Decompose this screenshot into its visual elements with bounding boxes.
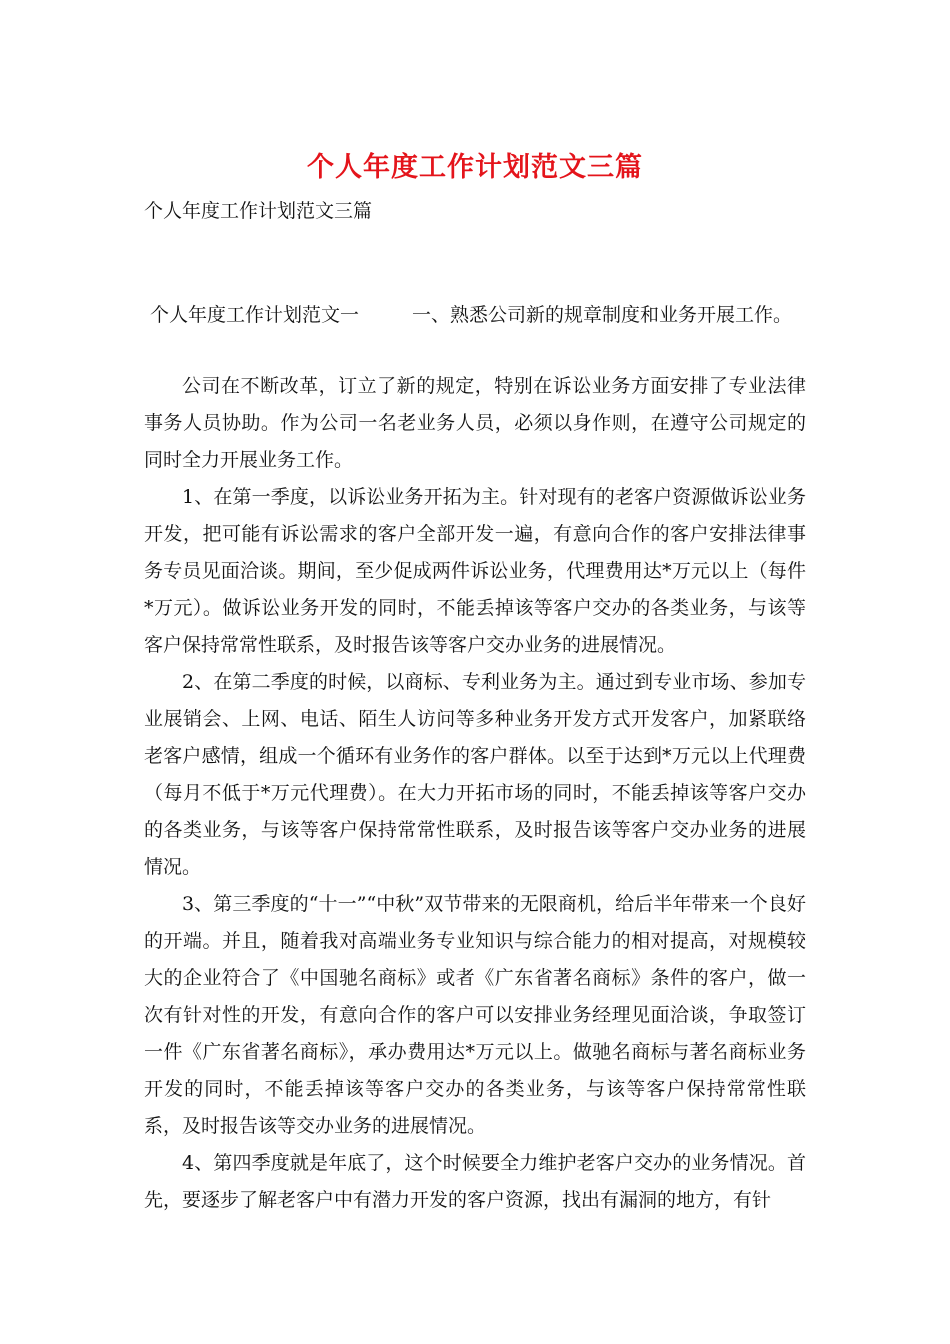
paragraph: 1、在第一季度，以诉讼业务开拓为主。针对现有的老客户资源做诉讼业务开发，把可能有诉讼需求的客户全部开发一遍，有意向合作的客户安排法律事务专员见面洽谈。期间，至少促成两件诉讼业务，代理费用达*万元以上（每件*万元）。做诉讼业务开发的同时，不能丢掉该等客户交办的各类业务，与该等客户保持常常性联系，及时报告该等客户交办业务的进展情况。: [144, 486, 806, 656]
section-heading: 个人年度工作计划范文一: [150, 304, 360, 326]
section-point: 一、熟悉公司新的规章制度和业务开展工作。: [412, 304, 793, 326]
paragraph: 4、第四季度就是年底了，这个时候要全力维护老客户交办的业务情况。首先，要逐步了解老客户中有潜力开发的客户资源，找出有漏洞的地方，有针: [144, 1152, 806, 1211]
document-subtitle: 个人年度工作计划范文三篇: [144, 200, 373, 222]
document-title: 个人年度工作计划范文三篇: [307, 152, 643, 183]
document-body: [144, 368, 806, 1219]
paragraph: 公司在不断改革，订立了新的规定，特别在诉讼业务方面安排了专业法律事务人员协助。作为公司一名老业务人员，必须以身作则，在遵守公司规定的同时全力开展业务工作。: [144, 375, 806, 471]
paragraph: 3、第三季度的“十一”“中秋”双节带来的无限商机，给后半年带来一个良好的开端。并且，随着我对高端业务专业知识与综合能力的相对提高，对规模较大的企业符合了《中国驰名商标》或者《广东省著名商标》条件的客户，做一次有针对性的开发，有意向合作的客户可以安排业务经理见面洽谈，争取签订一件《广东省著名商标》，承办费用达*万元以上。做驰名商标与著名商标业务开发的同时，不能丢掉该等客户交办的各类业务，与该等客户保持常常性联系，及时报告该等交办业务的进展情况。: [144, 893, 806, 1137]
section-heading-row: [150, 300, 810, 330]
paragraph: 2、在第二季度的时候，以商标、专利业务为主。通过到专业市场、参加专业展销会、上网、电话、陌生人访问等多种业务开发方式开发客户，加紧联络老客户感情，组成一个循环有业务作的客户群体。以至于达到*万元以上代理费（每月不低于*万元代理费）。在大力开拓市场的同时，不能丢掉该等客户交办的各类业务，与该等客户保持常常性联系，及时报告该等客户交办业务的进展情况。: [144, 671, 806, 878]
